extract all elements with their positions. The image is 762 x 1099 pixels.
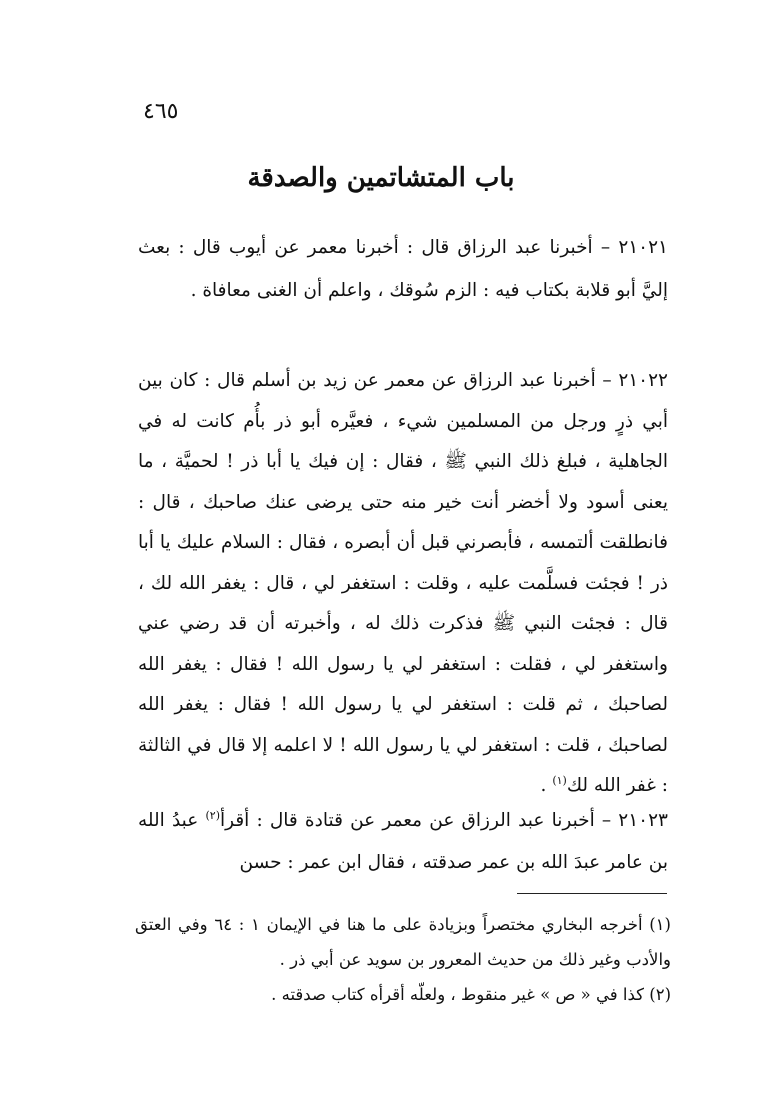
hadith-21022 [138, 361, 668, 807]
chapter-title: باب المتشاتمين والصدقة [247, 163, 515, 193]
hadith-text: – أخبرنا عبد الرزاق عن معمر عن قتادة قال : أقرأ [219, 810, 612, 831]
hadith-text-end: عبدُ الله بن عامر عبدَ الله بن عمر صدقته ، فقال ابن عمر : حسن [138, 810, 668, 873]
hadith-21023 [138, 800, 668, 884]
hadith-text: – أخبرنا عبد الرزاق قال : أخبرنا معمر عن أيوب قال : بعث إليَّ أبو قلابة بكتاب فيه : الزم سُوقك ، واعلم أن الغنى معافاة . [138, 237, 668, 301]
hadith-paragraph [138, 800, 668, 884]
hadith-text: – أخبرنا عبد الرزاق عن معمر عن زيد بن أسلم قال : كان بين أبي ذرٍ ورجل من المسلمين شيء ، فعيَّره أبو ذر بأُم كانت له في الجاهلية ، فبلغ ذلك النبي ﷺ ، فقال : إن فيك يا أبا ذر ! لحميَّة ، ما يعنى أسود ولا أخضر أنت خير منه حتى يرضى عنك صاحبك ، قال : فانطلقت ألتمسه ، فأبصرني قبل أن أبصره ، فقال : السلام عليك يا أبا ذر ! فجئت فسلَّمت عليه ، وقلت : استغفر لي ، قال : يغفر الله لك ، قال : فجئت النبي ﷺ فذكرت ذلك له ، وأخبرته أن قد رضي عني واستغفر لي ، فقلت : استغفر لي يا رسول الله ! فقال : يغفر الله لصاحبك ، ثم قلت : استغفر لي يا رسول الله ! فقال : يغفر الله لصاحبك ، قلت : استغفر لي يا رسول الله ! لا اعلمه إلا قال في الثالثة : غفر الله لك [138, 370, 668, 796]
hadith-paragraph [138, 361, 668, 807]
footnote-1: (١) أخرجه البخاري مختصراً وبزيادة على ما هنا في الإيمان ١ : ٦٤ وفي العتق والأدب وغير ذلك من حديث المعرور بن سويد عن أبي ذر . [135, 915, 671, 969]
footnote-ref: (١) [552, 773, 567, 787]
footnote-divider [517, 893, 667, 894]
hadith-paragraph [138, 226, 668, 312]
page-number: ٤٦٥ [143, 99, 179, 124]
footnotes [135, 907, 671, 1012]
hadith-number: ٢١٠٢٢ [618, 370, 668, 391]
hadith-text-end: . [540, 775, 553, 796]
footnote-2: (٢) كذا في « ص » غير منقوط ، ولعلّه أقرأه كتاب صدقته . [271, 985, 671, 1004]
hadith-number: ٢١٠٢٣ [618, 810, 668, 831]
footnote-ref: (٢) [205, 808, 220, 822]
hadith-21021 [138, 226, 668, 312]
hadith-number: ٢١٠٢١ [618, 237, 668, 258]
